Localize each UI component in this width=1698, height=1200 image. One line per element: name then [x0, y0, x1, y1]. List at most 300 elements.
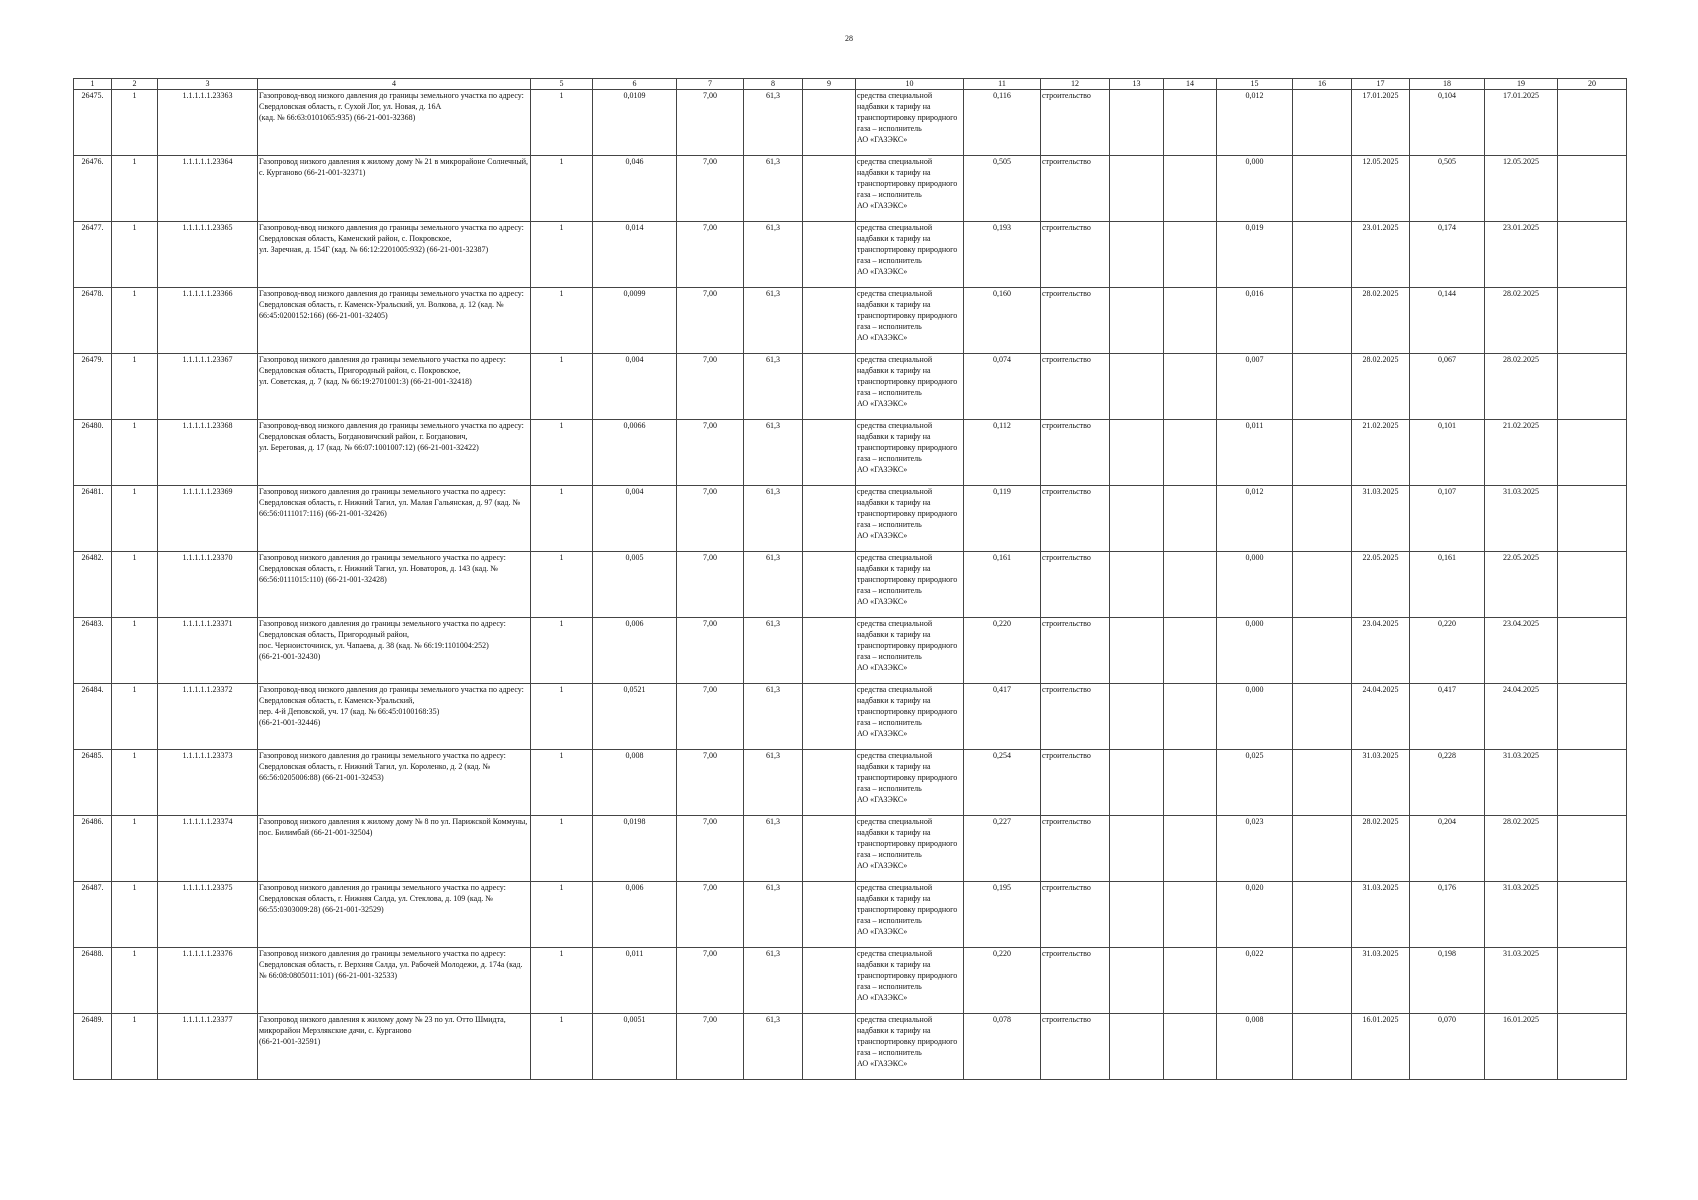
- table-cell-col-20: [1558, 618, 1627, 684]
- table-cell-col-6: 0,008: [593, 750, 677, 816]
- table-cell-col-15: 0,007: [1217, 354, 1293, 420]
- table-cell-col-14: [1164, 354, 1217, 420]
- table-cell-col-17: 22.05.2025: [1352, 552, 1410, 618]
- table-cell-col-6: 0,046: [593, 156, 677, 222]
- table-cell-col-7: 7,00: [677, 420, 744, 486]
- table-cell-col-1: 26486.: [74, 816, 112, 882]
- table-cell-col-15: 0,020: [1217, 882, 1293, 948]
- table-cell-col-8: 61,3: [744, 816, 803, 882]
- table-cell-col-6: 0,011: [593, 948, 677, 1014]
- table-cell-col-19: 16.01.2025: [1485, 1014, 1558, 1080]
- table-cell-col-11: 0,160: [964, 288, 1041, 354]
- table-cell-col-9: [803, 486, 856, 552]
- table-cell-col-2: 1: [112, 618, 158, 684]
- table-cell-col-1: 26483.: [74, 618, 112, 684]
- table-cell-col-18: 0,144: [1410, 288, 1485, 354]
- table-cell-col-17: 16.01.2025: [1352, 1014, 1410, 1080]
- table-cell-col-1: 26484.: [74, 684, 112, 750]
- column-header: 18: [1410, 79, 1485, 90]
- table-cell-col-6: 0,0099: [593, 288, 677, 354]
- table-cell-col-16: [1293, 288, 1352, 354]
- table-cell-col-9: [803, 156, 856, 222]
- table-cell-col-2: 1: [112, 354, 158, 420]
- table-cell-col-2: 1: [112, 882, 158, 948]
- table-cell-col-8: 61,3: [744, 1014, 803, 1080]
- table-cell-col-16: [1293, 948, 1352, 1014]
- column-header: 14: [1164, 79, 1217, 90]
- table-cell-col-6: 0,0198: [593, 816, 677, 882]
- table-cell-col-10: средства специальной надбавки к тарифу на транспортировку природного газа – исполнитель АО «ГАЗЭКС»: [856, 948, 964, 1014]
- table-cell-col-18: 0,161: [1410, 552, 1485, 618]
- table-cell-col-14: [1164, 882, 1217, 948]
- table-row: [74, 354, 1627, 420]
- table-cell-col-20: [1558, 420, 1627, 486]
- table-cell-col-8: 61,3: [744, 486, 803, 552]
- table-cell-col-17: 28.02.2025: [1352, 288, 1410, 354]
- table-cell-col-4: Газопровод низкого давления до границы земельного участка по адресу: Свердловская область, г. Нижний Тагил, ул. Новаторов, д. 143 (кад. № 66:56:0111015:110) (66-21-001-32428): [258, 552, 531, 618]
- table-cell-col-5: 1: [531, 486, 593, 552]
- table-cell-col-1: 26488.: [74, 948, 112, 1014]
- table-cell-col-18: 0,070: [1410, 1014, 1485, 1080]
- table-cell-col-14: [1164, 552, 1217, 618]
- table-cell-col-1: 26489.: [74, 1014, 112, 1080]
- table-cell-col-1: 26485.: [74, 750, 112, 816]
- table-cell-col-8: 61,3: [744, 222, 803, 288]
- table-cell-col-12: строительство: [1041, 618, 1110, 684]
- table-cell-col-10: средства специальной надбавки к тарифу на транспортировку природного газа – исполнитель АО «ГАЗЭКС»: [856, 684, 964, 750]
- table-cell-col-13: [1110, 354, 1164, 420]
- table-cell-col-8: 61,3: [744, 948, 803, 1014]
- table-cell-col-12: строительство: [1041, 552, 1110, 618]
- table-cell-col-15: 0,000: [1217, 618, 1293, 684]
- column-header: 17: [1352, 79, 1410, 90]
- table-cell-col-6: 0,014: [593, 222, 677, 288]
- table-cell-col-14: [1164, 816, 1217, 882]
- table-row: [74, 816, 1627, 882]
- page-number: 28: [845, 34, 853, 43]
- table-cell-col-5: 1: [531, 684, 593, 750]
- column-header: 7: [677, 79, 744, 90]
- table-cell-col-2: 1: [112, 684, 158, 750]
- table-cell-col-6: 0,0051: [593, 1014, 677, 1080]
- table-row: [74, 948, 1627, 1014]
- column-header: 1: [74, 79, 112, 90]
- table-cell-col-6: 0,0109: [593, 90, 677, 156]
- column-header: 8: [744, 79, 803, 90]
- table-cell-col-10: средства специальной надбавки к тарифу на транспортировку природного газа – исполнитель АО «ГАЗЭКС»: [856, 552, 964, 618]
- table-cell-col-19: 28.02.2025: [1485, 288, 1558, 354]
- table-cell-col-5: 1: [531, 222, 593, 288]
- table-cell-col-19: 21.02.2025: [1485, 420, 1558, 486]
- table-cell-col-17: 31.03.2025: [1352, 486, 1410, 552]
- table-cell-col-4: Газопровод низкого давления до границы земельного участка по адресу: Свердловская область, г. Нижний Тагил, ул. Малая Гальянская, д. 97 (кад. № 66:56:0111017:116) (66-21-001-32426): [258, 486, 531, 552]
- table-cell-col-9: [803, 90, 856, 156]
- table-cell-col-11: 0,193: [964, 222, 1041, 288]
- table-cell-col-4: Газопровод низкого давления до границы земельного участка по адресу: Свердловская область, г. Нижний Тагил, ул. Короленко, д. 2 (кад. № 66:56:0205006:88) (66-21-001-32453): [258, 750, 531, 816]
- table-cell-col-14: [1164, 222, 1217, 288]
- column-header: 3: [158, 79, 258, 90]
- table-cell-col-9: [803, 948, 856, 1014]
- table-cell-col-11: 0,505: [964, 156, 1041, 222]
- table-cell-col-20: [1558, 486, 1627, 552]
- table-cell-col-19: 23.04.2025: [1485, 618, 1558, 684]
- table-cell-col-18: 0,174: [1410, 222, 1485, 288]
- table-cell-col-20: [1558, 156, 1627, 222]
- table-cell-col-13: [1110, 1014, 1164, 1080]
- table-cell-col-6: 0,005: [593, 552, 677, 618]
- table-cell-col-7: 7,00: [677, 684, 744, 750]
- table-cell-col-20: [1558, 354, 1627, 420]
- table-cell-col-17: 23.04.2025: [1352, 618, 1410, 684]
- column-header: 15: [1217, 79, 1293, 90]
- column-header: 6: [593, 79, 677, 90]
- table-cell-col-5: 1: [531, 1014, 593, 1080]
- table-cell-col-3: 1.1.1.1.1.23370: [158, 552, 258, 618]
- table-cell-col-3: 1.1.1.1.1.23374: [158, 816, 258, 882]
- table-cell-col-20: [1558, 948, 1627, 1014]
- table-cell-col-13: [1110, 90, 1164, 156]
- table-cell-col-18: 0,176: [1410, 882, 1485, 948]
- table-cell-col-6: 0,006: [593, 882, 677, 948]
- table-cell-col-15: 0,012: [1217, 90, 1293, 156]
- table-cell-col-11: 0,078: [964, 1014, 1041, 1080]
- header-row: [74, 79, 1627, 90]
- table-cell-col-16: [1293, 354, 1352, 420]
- table-row: [74, 288, 1627, 354]
- table-cell-col-9: [803, 420, 856, 486]
- table-cell-col-12: строительство: [1041, 288, 1110, 354]
- table-cell-col-20: [1558, 222, 1627, 288]
- table-cell-col-17: 31.03.2025: [1352, 882, 1410, 948]
- table-cell-col-10: средства специальной надбавки к тарифу на транспортировку природного газа – исполнитель АО «ГАЗЭКС»: [856, 222, 964, 288]
- table-cell-col-6: 0,0521: [593, 684, 677, 750]
- table-cell-col-15: 0,000: [1217, 552, 1293, 618]
- table-cell-col-7: 7,00: [677, 486, 744, 552]
- table-cell-col-17: 12.05.2025: [1352, 156, 1410, 222]
- table-cell-col-3: 1.1.1.1.1.23368: [158, 420, 258, 486]
- column-header: 12: [1041, 79, 1110, 90]
- table-cell-col-16: [1293, 420, 1352, 486]
- table-cell-col-3: 1.1.1.1.1.23366: [158, 288, 258, 354]
- table-cell-col-12: строительство: [1041, 354, 1110, 420]
- table-cell-col-13: [1110, 552, 1164, 618]
- table-cell-col-3: 1.1.1.1.1.23376: [158, 948, 258, 1014]
- table-cell-col-1: 26477.: [74, 222, 112, 288]
- table-cell-col-1: 26476.: [74, 156, 112, 222]
- table-cell-col-18: 0,067: [1410, 354, 1485, 420]
- table-row: [74, 420, 1627, 486]
- table-cell-col-5: 1: [531, 552, 593, 618]
- table-cell-col-10: средства специальной надбавки к тарифу на транспортировку природного газа – исполнитель АО «ГАЗЭКС»: [856, 486, 964, 552]
- table-cell-col-19: 31.03.2025: [1485, 948, 1558, 1014]
- table-cell-col-14: [1164, 156, 1217, 222]
- table-cell-col-8: 61,3: [744, 882, 803, 948]
- table-cell-col-17: 31.03.2025: [1352, 750, 1410, 816]
- table-cell-col-9: [803, 750, 856, 816]
- table-cell-col-9: [803, 816, 856, 882]
- table-cell-col-15: 0,025: [1217, 750, 1293, 816]
- table-cell-col-7: 7,00: [677, 552, 744, 618]
- table-row: [74, 222, 1627, 288]
- table-cell-col-18: 0,417: [1410, 684, 1485, 750]
- table-cell-col-9: [803, 684, 856, 750]
- table-cell-col-9: [803, 618, 856, 684]
- table-cell-col-5: 1: [531, 288, 593, 354]
- table-cell-col-5: 1: [531, 618, 593, 684]
- table-cell-col-20: [1558, 882, 1627, 948]
- table-row: [74, 1014, 1627, 1080]
- table-cell-col-14: [1164, 90, 1217, 156]
- table-cell-col-7: 7,00: [677, 816, 744, 882]
- table-cell-col-15: 0,012: [1217, 486, 1293, 552]
- column-header: 2: [112, 79, 158, 90]
- table-cell-col-7: 7,00: [677, 948, 744, 1014]
- table-cell-col-8: 61,3: [744, 354, 803, 420]
- table-cell-col-12: строительство: [1041, 948, 1110, 1014]
- table-cell-col-3: 1.1.1.1.1.23375: [158, 882, 258, 948]
- table-cell-col-17: 31.03.2025: [1352, 948, 1410, 1014]
- table-cell-col-17: 17.01.2025: [1352, 90, 1410, 156]
- table-cell-col-1: 26481.: [74, 486, 112, 552]
- table-cell-col-16: [1293, 486, 1352, 552]
- table-cell-col-5: 1: [531, 882, 593, 948]
- table-cell-col-4: Газопровод низкого давления до границы земельного участка по адресу: Свердловская область, г. Верхняя Салда, ул. Рабочей Молодежи, д. 174а (кад. № 66:08:0805011:101) (66-21-001-32533): [258, 948, 531, 1014]
- table-cell-col-9: [803, 1014, 856, 1080]
- table-cell-col-14: [1164, 750, 1217, 816]
- table-cell-col-1: 26482.: [74, 552, 112, 618]
- table-cell-col-2: 1: [112, 288, 158, 354]
- table-cell-col-7: 7,00: [677, 882, 744, 948]
- table-cell-col-2: 1: [112, 552, 158, 618]
- table-cell-col-19: 31.03.2025: [1485, 750, 1558, 816]
- table-cell-col-1: 26480.: [74, 420, 112, 486]
- table-cell-col-15: 0,016: [1217, 288, 1293, 354]
- table-cell-col-8: 61,3: [744, 750, 803, 816]
- column-header: 5: [531, 79, 593, 90]
- table-cell-col-8: 61,3: [744, 420, 803, 486]
- table-cell-col-19: 12.05.2025: [1485, 156, 1558, 222]
- table-cell-col-4: Газопровод низкого давления до границы земельного участка по адресу: Свердловская область, Пригородный район, пос. Черноисточинск, ул. Чапаева, д. 38 (кад. № 66:19:1101004:252) (66-21-001-32430): [258, 618, 531, 684]
- table-cell-col-14: [1164, 486, 1217, 552]
- table-cell-col-17: 23.01.2025: [1352, 222, 1410, 288]
- table-cell-col-2: 1: [112, 90, 158, 156]
- table-cell-col-19: 22.05.2025: [1485, 552, 1558, 618]
- column-header: 9: [803, 79, 856, 90]
- table-cell-col-13: [1110, 948, 1164, 1014]
- table-cell-col-10: средства специальной надбавки к тарифу на транспортировку природного газа – исполнитель АО «ГАЗЭКС»: [856, 1014, 964, 1080]
- table-cell-col-4: Газопровод низкого давления к жилому дому № 21 в микрорайоне Солнечный, с. Курганово (66-21-001-32371): [258, 156, 531, 222]
- table-cell-col-14: [1164, 684, 1217, 750]
- table-cell-col-17: 21.02.2025: [1352, 420, 1410, 486]
- table-cell-col-13: [1110, 684, 1164, 750]
- table-cell-col-16: [1293, 156, 1352, 222]
- table-row: [74, 684, 1627, 750]
- table-cell-col-14: [1164, 1014, 1217, 1080]
- table-cell-col-2: 1: [112, 420, 158, 486]
- table-cell-col-8: 61,3: [744, 552, 803, 618]
- table-cell-col-13: [1110, 816, 1164, 882]
- table-cell-col-10: средства специальной надбавки к тарифу на транспортировку природного газа – исполнитель АО «ГАЗЭКС»: [856, 354, 964, 420]
- table-cell-col-3: 1.1.1.1.1.23367: [158, 354, 258, 420]
- table-cell-col-7: 7,00: [677, 354, 744, 420]
- table-cell-col-6: 0,006: [593, 618, 677, 684]
- table-cell-col-18: 0,101: [1410, 420, 1485, 486]
- data-table: [73, 78, 1627, 1080]
- table-cell-col-15: 0,011: [1217, 420, 1293, 486]
- table-cell-col-4: Газопровод низкого давления к жилому дому № 8 по ул. Парижской Коммуны, пос. Билимбай (66-21-001-32504): [258, 816, 531, 882]
- column-header: 11: [964, 79, 1041, 90]
- table-cell-col-4: Газопровод-ввод низкого давления до границы земельного участка по адресу: Свердловская область, Каменский район, с. Покровское, ул. Заречная, д. 154Г (кад. № 66:12:2201005:932) (66-21-001-32387): [258, 222, 531, 288]
- table-cell-col-10: средства специальной надбавки к тарифу на транспортировку природного газа – исполнитель АО «ГАЗЭКС»: [856, 156, 964, 222]
- table-cell-col-16: [1293, 618, 1352, 684]
- table-cell-col-7: 7,00: [677, 1014, 744, 1080]
- table-cell-col-12: строительство: [1041, 750, 1110, 816]
- table-cell-col-12: строительство: [1041, 486, 1110, 552]
- table-cell-col-13: [1110, 486, 1164, 552]
- table-cell-col-13: [1110, 222, 1164, 288]
- table-cell-col-10: средства специальной надбавки к тарифу на транспортировку природного газа – исполнитель АО «ГАЗЭКС»: [856, 882, 964, 948]
- table-cell-col-16: [1293, 882, 1352, 948]
- table-cell-col-10: средства специальной надбавки к тарифу на транспортировку природного газа – исполнитель АО «ГАЗЭКС»: [856, 288, 964, 354]
- table-cell-col-13: [1110, 618, 1164, 684]
- table-cell-col-8: 61,3: [744, 288, 803, 354]
- table-cell-col-3: 1.1.1.1.1.23363: [158, 90, 258, 156]
- table-cell-col-19: 24.04.2025: [1485, 684, 1558, 750]
- table-row: [74, 90, 1627, 156]
- table-cell-col-15: 0,000: [1217, 156, 1293, 222]
- table-cell-col-1: 26479.: [74, 354, 112, 420]
- column-header: 19: [1485, 79, 1558, 90]
- column-header: 13: [1110, 79, 1164, 90]
- table-cell-col-20: [1558, 1014, 1627, 1080]
- table-cell-col-16: [1293, 90, 1352, 156]
- table-cell-col-11: 0,074: [964, 354, 1041, 420]
- table-cell-col-7: 7,00: [677, 618, 744, 684]
- table-cell-col-9: [803, 222, 856, 288]
- table-cell-col-20: [1558, 288, 1627, 354]
- table-cell-col-2: 1: [112, 1014, 158, 1080]
- table-cell-col-14: [1164, 948, 1217, 1014]
- table-cell-col-19: 31.03.2025: [1485, 486, 1558, 552]
- table-cell-col-18: 0,505: [1410, 156, 1485, 222]
- table-cell-col-3: 1.1.1.1.1.23371: [158, 618, 258, 684]
- table-cell-col-9: [803, 552, 856, 618]
- table-cell-col-3: 1.1.1.1.1.23373: [158, 750, 258, 816]
- table-cell-col-2: 1: [112, 750, 158, 816]
- table-cell-col-12: строительство: [1041, 816, 1110, 882]
- table-cell-col-18: 0,104: [1410, 90, 1485, 156]
- table-cell-col-19: 28.02.2025: [1485, 354, 1558, 420]
- table-cell-col-13: [1110, 288, 1164, 354]
- table-cell-col-10: средства специальной надбавки к тарифу на транспортировку природного газа – исполнитель АО «ГАЗЭКС»: [856, 750, 964, 816]
- column-header: 10: [856, 79, 964, 90]
- table-cell-col-20: [1558, 816, 1627, 882]
- table-cell-col-8: 61,3: [744, 618, 803, 684]
- table-cell-col-15: 0,008: [1217, 1014, 1293, 1080]
- table-cell-col-7: 7,00: [677, 90, 744, 156]
- table-cell-col-11: 0,220: [964, 948, 1041, 1014]
- table-cell-col-12: строительство: [1041, 90, 1110, 156]
- table-cell-col-5: 1: [531, 816, 593, 882]
- table-cell-col-10: средства специальной надбавки к тарифу на транспортировку природного газа – исполнитель АО «ГАЗЭКС»: [856, 420, 964, 486]
- table-cell-col-4: Газопровод-ввод низкого давления до границы земельного участка по адресу: Свердловская область, г. Сухой Лог, ул. Новая, д. 16А (кад. № 66:63:0101065:935) (66-21-001-32368): [258, 90, 531, 156]
- table-cell-col-3: 1.1.1.1.1.23372: [158, 684, 258, 750]
- table-cell-col-20: [1558, 90, 1627, 156]
- table-cell-col-13: [1110, 750, 1164, 816]
- table-cell-col-6: 0,004: [593, 354, 677, 420]
- table-row: [74, 618, 1627, 684]
- table-row: [74, 750, 1627, 816]
- table-cell-col-12: строительство: [1041, 222, 1110, 288]
- table-cell-col-19: 17.01.2025: [1485, 90, 1558, 156]
- table-cell-col-12: строительство: [1041, 156, 1110, 222]
- table-cell-col-16: [1293, 816, 1352, 882]
- table-cell-col-11: 0,119: [964, 486, 1041, 552]
- table-cell-col-7: 7,00: [677, 222, 744, 288]
- table-cell-col-16: [1293, 552, 1352, 618]
- table-cell-col-5: 1: [531, 948, 593, 1014]
- table-cell-col-3: 1.1.1.1.1.23364: [158, 156, 258, 222]
- table-cell-col-1: 26475.: [74, 90, 112, 156]
- table-cell-col-7: 7,00: [677, 750, 744, 816]
- table-cell-col-3: 1.1.1.1.1.23365: [158, 222, 258, 288]
- table-cell-col-16: [1293, 750, 1352, 816]
- table-cell-col-2: 1: [112, 948, 158, 1014]
- table-cell-col-18: 0,107: [1410, 486, 1485, 552]
- table-cell-col-13: [1110, 882, 1164, 948]
- table-cell-col-4: Газопровод низкого давления до границы земельного участка по адресу: Свердловская область, Пригородный район, с. Покровское, ул. Советская, д. 7 (кад. № 66:19:2701001:3) (66-21-001-32418): [258, 354, 531, 420]
- table-row: [74, 156, 1627, 222]
- table-cell-col-11: 0,417: [964, 684, 1041, 750]
- table-cell-col-9: [803, 288, 856, 354]
- table-cell-col-6: 0,004: [593, 486, 677, 552]
- table-cell-col-2: 1: [112, 486, 158, 552]
- table-cell-col-14: [1164, 618, 1217, 684]
- table-cell-col-4: Газопровод-ввод низкого давления до границы земельного участка по адресу: Свердловская область, г. Каменск-Уральский, пер. 4-й Деповской, уч. 17 (кад. № 66:45:0100168:35) (66-21-001-32446): [258, 684, 531, 750]
- table-cell-col-16: [1293, 222, 1352, 288]
- table-cell-col-11: 0,220: [964, 618, 1041, 684]
- column-header: 4: [258, 79, 531, 90]
- column-header: 16: [1293, 79, 1352, 90]
- table-cell-col-18: 0,198: [1410, 948, 1485, 1014]
- table-cell-col-8: 61,3: [744, 156, 803, 222]
- table-cell-col-16: [1293, 1014, 1352, 1080]
- table-cell-col-14: [1164, 420, 1217, 486]
- table-cell-col-12: строительство: [1041, 420, 1110, 486]
- table-cell-col-4: Газопровод низкого давления до границы земельного участка по адресу: Свердловская область, г. Нижняя Салда, ул. Стеклова, д. 109 (кад. № 66:55:0303009:28) (66-21-001-32529): [258, 882, 531, 948]
- table-cell-col-19: 23.01.2025: [1485, 222, 1558, 288]
- table-cell-col-15: 0,019: [1217, 222, 1293, 288]
- table-cell-col-4: Газопровод низкого давления к жилому дому № 23 по ул. Отто Шмидта, микрорайон Мерзлякские дачи, с. Курганово (66-21-001-32591): [258, 1014, 531, 1080]
- table-cell-col-5: 1: [531, 750, 593, 816]
- table-cell-col-8: 61,3: [744, 684, 803, 750]
- table-cell-col-7: 7,00: [677, 288, 744, 354]
- table-cell-col-9: [803, 354, 856, 420]
- table-cell-col-2: 1: [112, 222, 158, 288]
- table-cell-col-19: 28.02.2025: [1485, 816, 1558, 882]
- table-row: [74, 552, 1627, 618]
- table-cell-col-4: Газопровод-ввод низкого давления до границы земельного участка по адресу: Свердловская область, Богдановичский район, г. Богданович, ул. Береговая, д. 17 (кад. № 66:07:1001007:12) (66-21-001-32422): [258, 420, 531, 486]
- table-cell-col-18: 0,220: [1410, 618, 1485, 684]
- table-cell-col-20: [1558, 552, 1627, 618]
- table-cell-col-20: [1558, 750, 1627, 816]
- table-row: [74, 882, 1627, 948]
- table-cell-col-17: 28.02.2025: [1352, 816, 1410, 882]
- table-cell-col-14: [1164, 288, 1217, 354]
- table-cell-col-15: 0,000: [1217, 684, 1293, 750]
- table-cell-col-7: 7,00: [677, 156, 744, 222]
- table-cell-col-18: 0,204: [1410, 816, 1485, 882]
